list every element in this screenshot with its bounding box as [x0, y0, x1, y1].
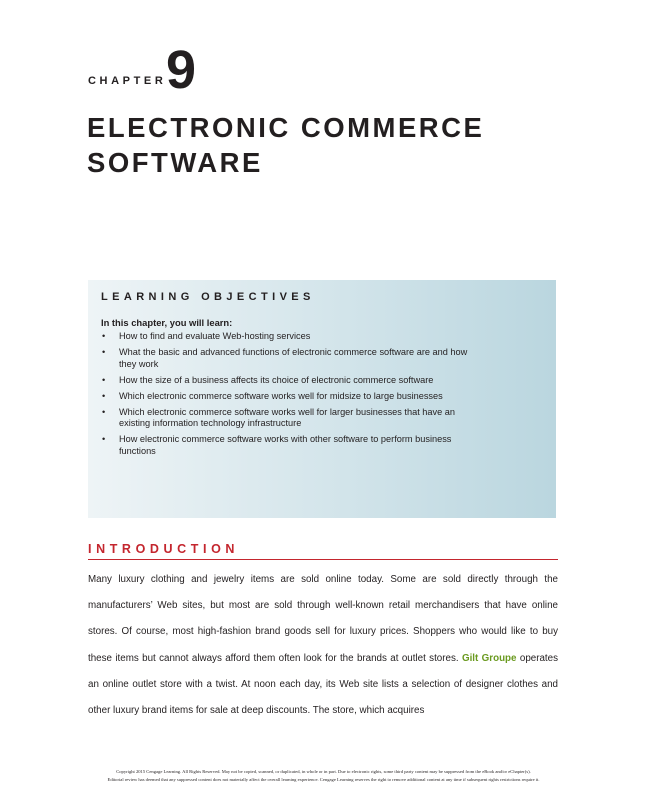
copyright-footer — [0, 768, 647, 784]
objective-text: What the basic and advanced functions of electronic commerce software are and how they work — [119, 347, 468, 369]
introduction-heading: INTRODUCTION — [88, 542, 240, 556]
chapter-title-line-1: ELECTRONIC COMMERCE — [87, 112, 485, 143]
objective-text: Which electronic commerce software works well for midsize to large businesses — [119, 390, 443, 401]
objective-text: How the size of a business affects its choice of electronic commerce software — [119, 374, 434, 385]
footer-line-2: Editorial review has deemed that any suppressed content does not materially affect the overall learning experience. Cengage Learning reserves the right to remove additional content at any time if subsequent rights restrictions require it. — [107, 777, 540, 782]
chapter-word: CHAPTER — [88, 75, 167, 87]
footer-line-1: Copyright 2015 Cengage Learning. All Rights Reserved. May not be copied, scanned, or duplicated, in whole or in part. Due to electronic rights, some third party content may be suppressed from the eBook and/or eChapter(s). — [116, 769, 531, 774]
intro-text-part-2: operates an online outlet store with a twist. At noon each day, its Web site lists a selection of designer clothes and other luxury brand items for sale at deep discounts. The store, which acquires — [88, 652, 559, 717]
objective-item — [101, 434, 479, 457]
objective-item — [101, 331, 479, 343]
chapter-number: 9 — [166, 40, 197, 100]
bullet-icon: • — [102, 406, 106, 417]
objectives-intro: In this chapter, you will learn: — [101, 317, 233, 328]
bullet-icon: • — [102, 434, 106, 444]
bullet-icon: • — [102, 347, 106, 357]
objective-item — [101, 375, 479, 387]
objective-item — [101, 347, 479, 370]
learning-objectives-box — [88, 280, 556, 518]
bullet-icon: • — [102, 374, 106, 385]
objective-text: How to find and evaluate Web-hosting services — [119, 331, 311, 341]
bullet-icon: • — [102, 390, 106, 401]
chapter-title-line-2: SOFTWARE — [87, 147, 263, 178]
objectives-list — [101, 331, 544, 457]
introduction-paragraph — [88, 567, 558, 724]
intro-text-part-1: Many luxury clothing and jewelry items are sold online today. Some are sold directly through the manufacturers’ Web sites, but most are sold through well-known retail merchandisers that have online stores. Of course, most high-fashion brand goods sell for luxury prices. Shoppers who would like to buy these items but cannot always afford them often look for the brands at outlet stores. — [88, 574, 558, 664]
bullet-icon: • — [102, 331, 106, 341]
objective-text: Which electronic commerce software works well for larger businesses that have an existing information technology infrastructure — [119, 406, 455, 428]
objectives-heading: LEARNING OBJECTIVES — [101, 291, 315, 303]
objective-item — [101, 391, 479, 403]
chapter-title — [87, 110, 484, 180]
objective-item — [101, 407, 479, 430]
gilt-groupe-link[interactable]: Gilt Groupe — [461, 652, 517, 664]
introduction-rule — [88, 559, 558, 560]
objective-text: How electronic commerce software works with other software to perform business functions — [119, 434, 452, 456]
